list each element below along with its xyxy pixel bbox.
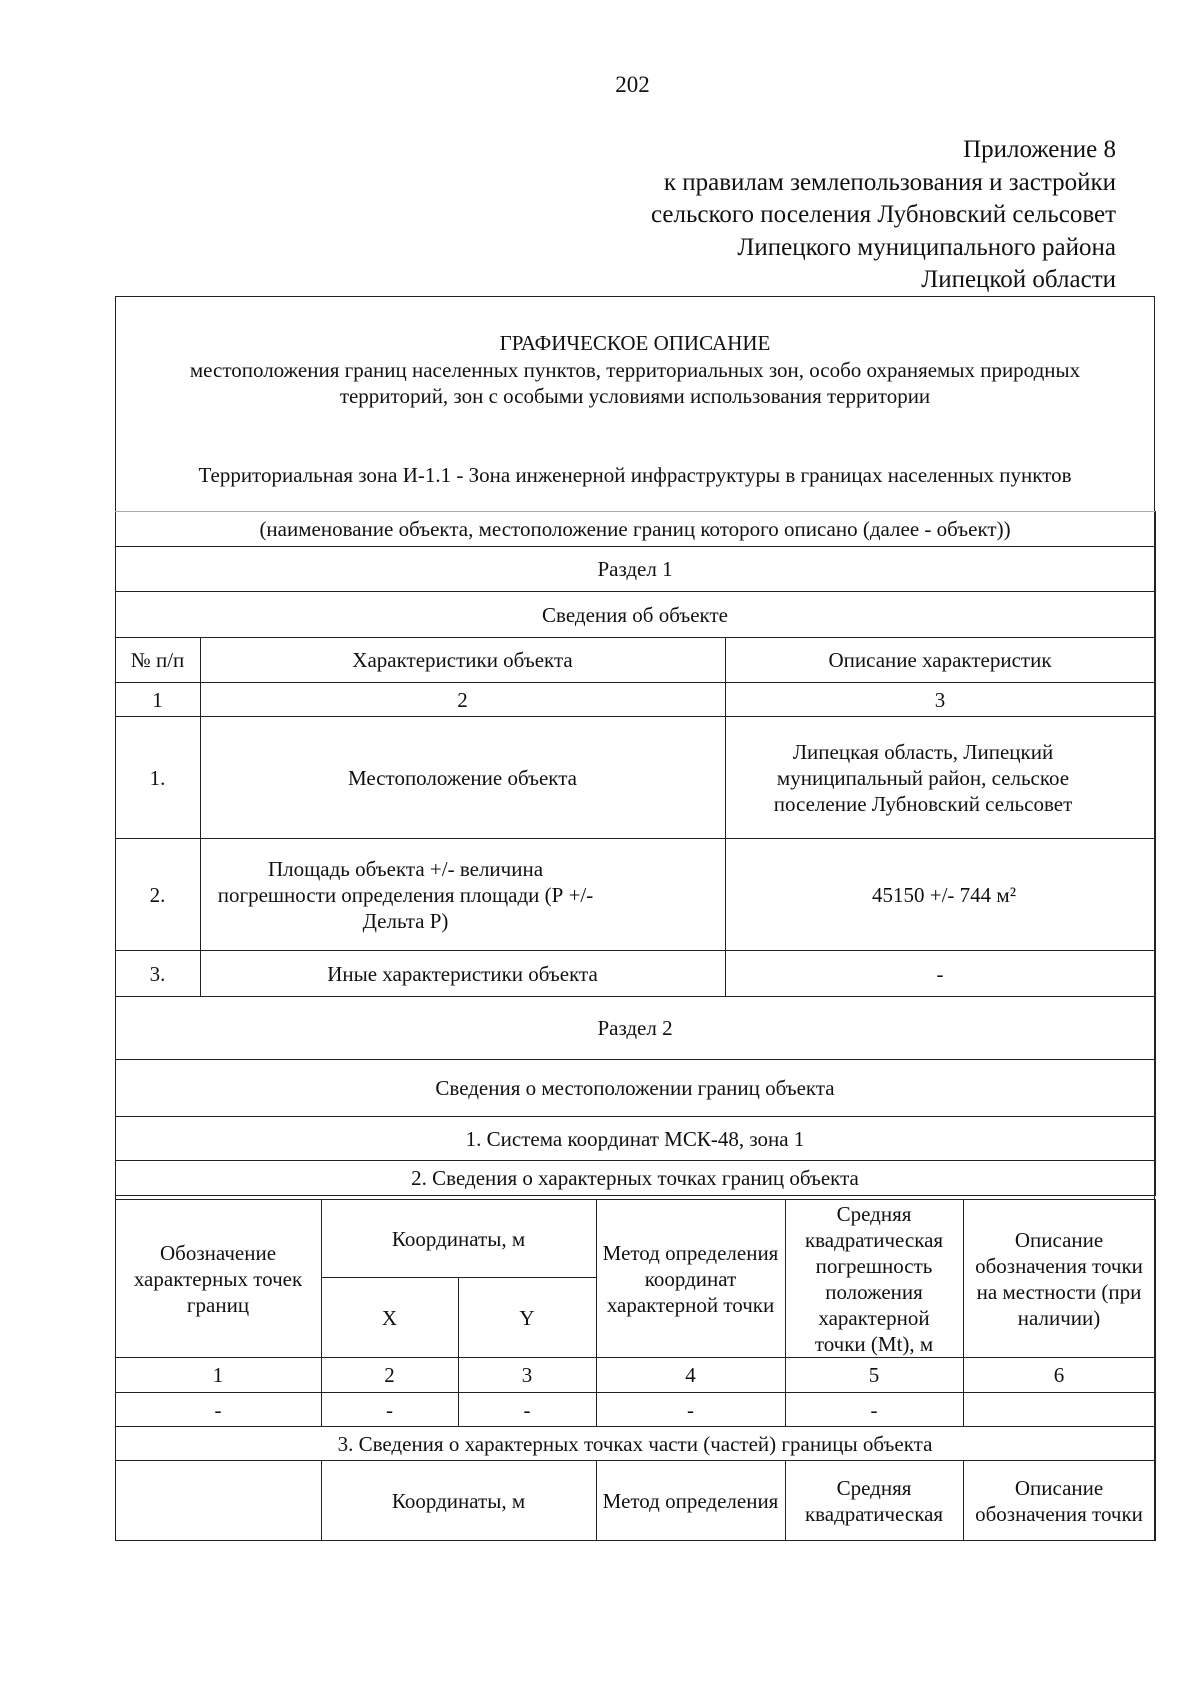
row-value: - xyxy=(725,951,1155,997)
subtitle-line: территорий, зон с особыми условиями использования территории xyxy=(339,384,931,408)
section2-title: Раздел 2 xyxy=(115,997,1155,1060)
table-cell: - xyxy=(458,1393,596,1427)
table-cell xyxy=(115,1461,321,1541)
parts-title: 3. Сведения о характерных точках части (частей) границы объекта xyxy=(115,1427,1155,1461)
document-title: ГРАФИЧЕСКОЕ ОПИСАНИЕ xyxy=(499,331,771,355)
y-header: Y xyxy=(458,1278,596,1358)
section2-subtitle: Сведения о местоположении границ объекта xyxy=(115,1060,1155,1117)
row-value: Липецкая область, Липецкий муниципальный район, сельское поселение Лубновский сельсовет xyxy=(725,717,1155,839)
col-number: 5 xyxy=(785,1358,963,1393)
zone-name: Территориальная зона И-1.1 - Зона инженерной инфраструктуры в границах населенных пунктов xyxy=(198,463,1072,487)
table-row xyxy=(115,951,1155,997)
table-cell: - xyxy=(321,1393,458,1427)
col-header: Характеристики объекта xyxy=(200,638,725,683)
col-number: 4 xyxy=(596,1358,785,1393)
appendix-line: Липецкой области xyxy=(921,266,1116,293)
table-row xyxy=(115,717,1155,839)
table-cell: - xyxy=(785,1393,963,1427)
coord-system: 1. Система координат МСК-48, зона 1 xyxy=(115,1117,1155,1161)
section1-title: Раздел 1 xyxy=(115,547,1155,592)
row-number: 2. xyxy=(115,839,200,951)
table-cell: - xyxy=(596,1393,785,1427)
error-header: Средняя квадратическая погрешность положения характерной точки (Mt), м xyxy=(785,1200,963,1358)
table-cell xyxy=(963,1393,1155,1427)
method-header: Метод определения xyxy=(596,1461,785,1541)
col-header: Описание характеристик xyxy=(725,638,1155,683)
object-note: (наименование объекта, местоположение границ которого описано (далее - объект)) xyxy=(115,512,1155,547)
description-header: Описание обозначения точки на местности (при наличии) xyxy=(963,1200,1155,1358)
col-header: № п/п xyxy=(115,638,200,683)
page-number: 202 xyxy=(615,72,650,97)
document-subtitle xyxy=(116,357,1154,409)
title-block xyxy=(116,297,1154,511)
subtitle-line: местоположения границ населенных пунктов, территориальных зон, особо охраняемых природных xyxy=(189,358,1081,382)
coords-header: Координаты, м xyxy=(321,1200,596,1278)
appendix-block xyxy=(651,134,1116,297)
col-number: 3 xyxy=(725,683,1155,717)
col-number: 3 xyxy=(458,1358,596,1393)
x-header: X xyxy=(321,1278,458,1358)
points-title: 2. Сведения о характерных точках границ объекта xyxy=(115,1161,1155,1196)
error-header: Средняя квадратическая xyxy=(785,1461,963,1541)
table-row xyxy=(115,839,1155,951)
table-row xyxy=(115,1393,1155,1427)
appendix-line: Приложение 8 xyxy=(963,136,1116,163)
section1-table xyxy=(115,511,1156,1196)
col-number: 1 xyxy=(115,683,200,717)
description-frame xyxy=(115,296,1155,1541)
appendix-line: сельского поселения Лубновский сельсовет xyxy=(651,201,1116,228)
row-name: Местоположение объекта xyxy=(200,717,725,839)
col-number: 6 xyxy=(963,1358,1155,1393)
row-number: 1. xyxy=(115,717,200,839)
table-cell: - xyxy=(115,1393,321,1427)
row-value: 45150 +/- 744 м² xyxy=(725,839,1155,951)
appendix-line: к правилам землепользования и застройки xyxy=(663,168,1116,196)
row-number: 3. xyxy=(115,951,200,997)
coords-header: Координаты, м xyxy=(321,1461,596,1541)
method-header: Метод определения координат характерной точки xyxy=(596,1200,785,1358)
row-name: Иные характеристики объекта xyxy=(200,951,725,997)
col-number: 1 xyxy=(115,1358,321,1393)
designation-header: Обозначение характерных точек границ xyxy=(115,1200,321,1358)
col-number: 2 xyxy=(321,1358,458,1393)
description-header: Описание обозначения точки xyxy=(963,1461,1155,1541)
col-number: 2 xyxy=(200,683,725,717)
row-name: Площадь объекта +/- величина погрешности определения площади (Р +/- Дельта Р) xyxy=(200,839,725,951)
appendix-line: Липецкого муниципального района xyxy=(737,233,1116,261)
section1-subtitle: Сведения об объекте xyxy=(115,592,1155,638)
points-table xyxy=(115,1199,1156,1541)
